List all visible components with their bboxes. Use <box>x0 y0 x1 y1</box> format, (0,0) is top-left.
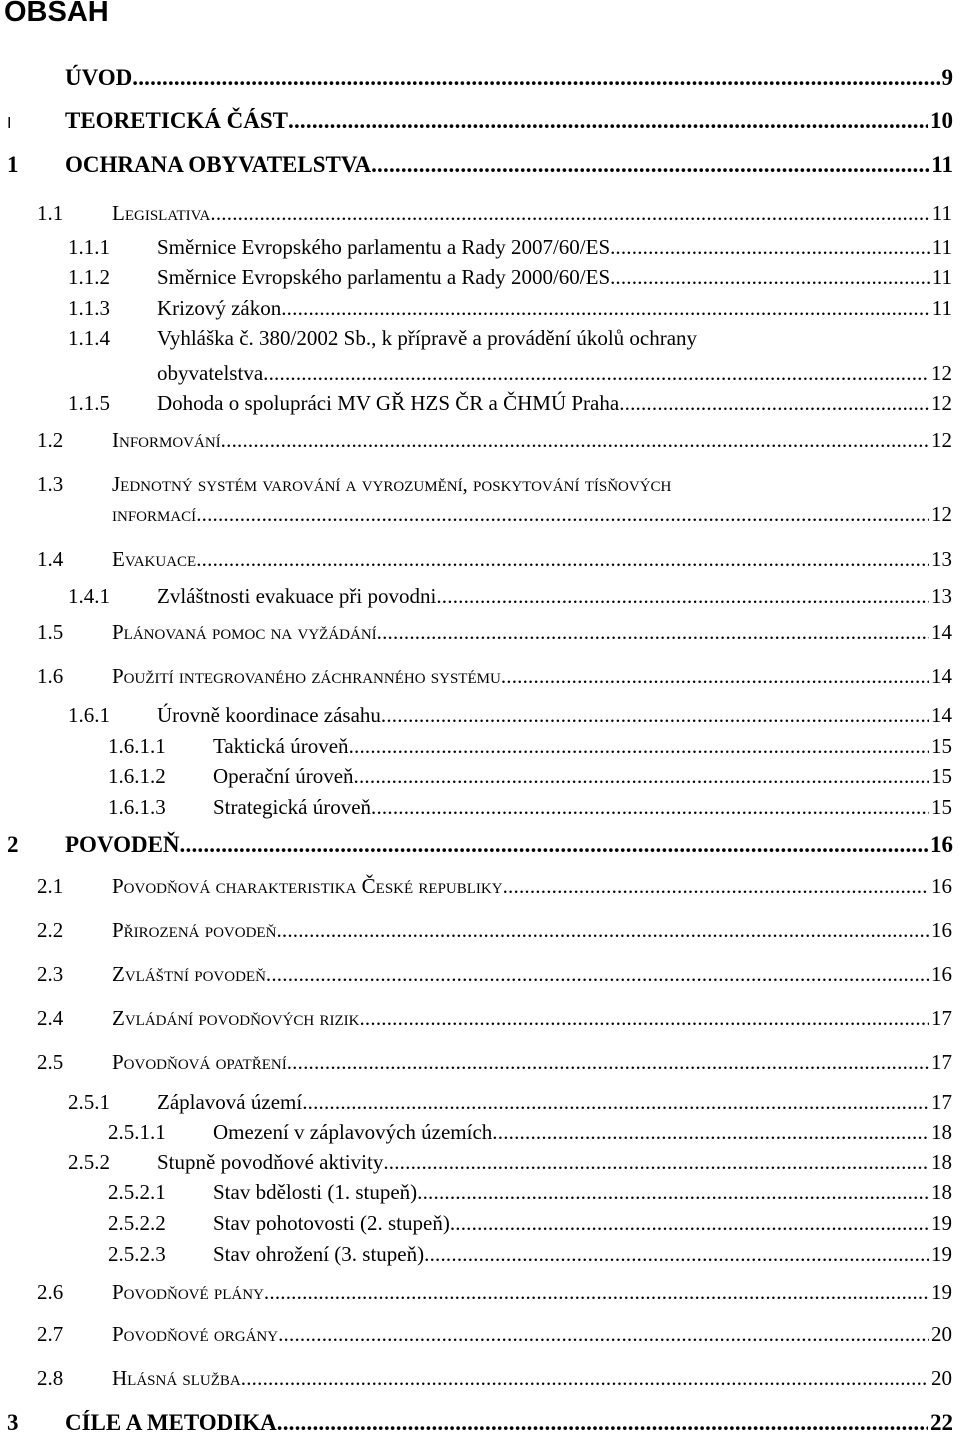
toc-entry-page-number: 15 <box>931 734 952 758</box>
toc-entry[interactable] <box>0 472 960 502</box>
toc-dot-leader <box>132 65 939 91</box>
toc-entry-title: Stupně povodňové aktivity <box>157 1150 384 1174</box>
toc-entry-title: Stav pohotovosti (2. stupeň) <box>213 1211 450 1235</box>
toc-entry-page-number: 11 <box>931 152 953 177</box>
toc-entry-page-number: 13 <box>931 547 952 571</box>
toc-dot-leader <box>619 391 929 416</box>
toc-entry[interactable] <box>0 108 960 138</box>
toc-entry-number: 2.5.2.2 <box>108 1211 166 1235</box>
toc-entry-page-number: 19 <box>931 1211 952 1235</box>
toc-entry[interactable] <box>0 874 960 904</box>
toc-entry-number: 2.5.1.1 <box>108 1120 166 1144</box>
toc-entry-title: TEORETICKÁ ČÁST <box>65 108 289 133</box>
toc-entry-page-number: 18 <box>931 1180 952 1204</box>
toc-entry-number: 1.2 <box>37 428 64 452</box>
toc-dot-leader <box>381 703 929 728</box>
toc-entry-title: Dohoda o spolupráci MV GŘ HZS ČR a ČHMÚ Praha <box>157 391 620 415</box>
toc-entry[interactable] <box>0 152 960 182</box>
toc-entry-number: 2.5.2.1 <box>108 1180 166 1204</box>
toc-entry-number: 1.4 <box>37 547 64 571</box>
toc-entry-page-number: 12 <box>931 391 952 415</box>
toc-entry-number: 2.5.1 <box>68 1090 110 1114</box>
toc-entry[interactable] <box>0 734 960 764</box>
toc-entry-title: Vyhláška č. 380/2002 Sb., k přípravě a provádění úkolů ochrany <box>157 326 698 350</box>
toc-entry-title: Stav bdělosti (1. stupeň) <box>213 1180 418 1204</box>
toc-entry[interactable] <box>0 620 960 650</box>
toc-entry[interactable] <box>0 832 960 862</box>
toc-dot-leader <box>383 1150 929 1175</box>
toc-entry-number: 1.1.5 <box>68 391 110 415</box>
toc-dot-leader <box>492 1120 929 1145</box>
toc-dot-leader <box>354 764 929 789</box>
toc-entry-title: Jednotný systém varování a vyrozumění, poskytování tísňových <box>112 472 672 496</box>
toc-entry[interactable] <box>0 326 960 356</box>
toc-heading: OBSAH <box>4 0 109 28</box>
toc-dot-leader <box>266 962 929 987</box>
toc-entry-page-number: 15 <box>931 795 952 819</box>
toc-entry-page-number: 11 <box>931 201 952 225</box>
toc-entry-page-number: 14 <box>931 620 952 644</box>
toc-entry-number: 1.5 <box>37 620 64 644</box>
toc-dot-leader <box>276 918 929 943</box>
toc-entry-number: 1.6 <box>37 664 64 688</box>
toc-entry-title: Hlásná služba <box>112 1366 241 1390</box>
toc-entry[interactable] <box>0 296 960 326</box>
toc-dot-leader <box>349 734 929 759</box>
toc-entry[interactable] <box>0 1090 960 1120</box>
toc-entry-page-number: 14 <box>931 664 952 688</box>
toc-entry-page-number: 19 <box>931 1242 952 1266</box>
toc-entry-title: Informování <box>112 428 221 452</box>
toc-dot-leader <box>417 1180 929 1205</box>
toc-entry[interactable] <box>0 1366 960 1396</box>
toc-dot-leader <box>221 428 929 453</box>
toc-entry-number: 2.1 <box>37 874 64 898</box>
toc-entry-number: 2.5 <box>37 1050 64 1074</box>
toc-entry-page-number: 22 <box>930 1410 953 1435</box>
toc-entry-page-number: 11 <box>931 235 952 259</box>
toc-entry-title: CÍLE A METODIKA <box>65 1410 277 1435</box>
toc-entry-number: 1.3 <box>37 472 64 496</box>
toc-entry[interactable] <box>0 1006 960 1036</box>
toc-entry-title: Směrnice Evropského parlamentu a Rady 2000/60/ES. <box>157 265 616 289</box>
toc-dot-leader <box>241 1366 929 1391</box>
toc-entry[interactable] <box>0 547 960 577</box>
toc-dot-leader <box>288 108 928 134</box>
toc-entry[interactable] <box>0 428 960 458</box>
toc-entry-page-number: 9 <box>941 65 953 90</box>
toc-entry-title: Taktická úroveň <box>213 734 349 758</box>
toc-dot-leader <box>302 1090 929 1115</box>
toc-entry[interactable] <box>0 664 960 694</box>
toc-dot-leader <box>501 664 929 689</box>
toc-entry[interactable] <box>0 391 960 421</box>
toc-entry-title: Zvláštnosti evakuace při povodni <box>157 584 437 608</box>
toc-entry-number: 2 <box>7 832 19 857</box>
toc-dot-leader <box>615 265 929 290</box>
toc-entry-number: 2.4 <box>37 1006 64 1030</box>
toc-dot-leader <box>371 795 929 820</box>
toc-entry-page-number: 15 <box>931 764 952 788</box>
toc-dot-leader <box>210 201 929 226</box>
toc-entry-number: 1.1.4 <box>68 326 110 350</box>
toc-entry-page-number: 18 <box>931 1150 952 1174</box>
toc-dot-leader <box>424 1242 929 1267</box>
toc-entry[interactable] <box>0 1242 960 1272</box>
toc-entry-title: Plánovaná pomoc na vyžádání <box>112 620 377 644</box>
toc-entry-title: POVODEŇ <box>65 832 180 857</box>
toc-entry-page-number: 16 <box>931 918 952 942</box>
toc-dot-leader <box>287 1050 929 1075</box>
toc-entry-title: Povodňové plány <box>112 1280 264 1304</box>
toc-entry-number: 2.8 <box>37 1366 64 1390</box>
toc-entry-number: 1.1.3 <box>68 296 110 320</box>
toc-entry-page-number: 20 <box>931 1366 952 1390</box>
toc-entry-title: Operační úroveň <box>213 764 354 788</box>
toc-dot-leader <box>281 296 930 321</box>
toc-entry[interactable] <box>0 235 960 265</box>
toc-entry-number: 1.1.2 <box>68 265 110 289</box>
toc-entry[interactable] <box>0 703 960 733</box>
toc-entry-number: 1.1 <box>37 201 64 225</box>
toc-entry-title: Povodňová opatření <box>112 1050 287 1074</box>
toc-entry-page-number: 16 <box>930 832 953 857</box>
toc-entry-title: obyvatelstva <box>157 361 264 385</box>
toc-dot-leader <box>503 874 929 899</box>
toc-entry-title: Evakuace <box>112 547 197 571</box>
toc-entry[interactable] <box>0 962 960 992</box>
toc-entry-number: 1.6.1 <box>68 703 110 727</box>
toc-entry-page-number: 12 <box>931 361 952 385</box>
toc-entry-number: 2.5.2 <box>68 1150 110 1174</box>
toc-entry[interactable] <box>0 65 960 95</box>
toc-entry-page-number: 11 <box>931 265 952 289</box>
toc-entry-page-number: 11 <box>931 296 952 320</box>
toc-entry[interactable] <box>0 201 960 231</box>
toc-entry[interactable] <box>0 1150 960 1180</box>
toc-entry-number: 2.5.2.3 <box>108 1242 166 1266</box>
toc-dot-leader <box>450 1211 929 1236</box>
toc-dot-leader <box>615 235 929 260</box>
toc-entry-title: Strategická úroveň <box>213 795 372 819</box>
toc-entry-title: Směrnice Evropského parlamentu a Rady 2007/60/ES. <box>157 235 616 259</box>
toc-entry-page-number: 13 <box>931 584 952 608</box>
toc-entry-number: 3 <box>7 1410 19 1435</box>
toc-entry[interactable] <box>0 361 960 391</box>
toc-entry-number: 1 <box>7 152 19 177</box>
toc-dot-leader <box>377 620 929 645</box>
toc-entry-title: Zvládání povodňových rizik <box>112 1006 360 1030</box>
toc-entry[interactable] <box>0 1180 960 1210</box>
toc-entry-number: 1.4.1 <box>68 584 110 608</box>
toc-entry-number: 2.7 <box>37 1322 64 1346</box>
toc-entry-title: Použití integrovaného záchranného systému <box>112 664 501 688</box>
toc-entry[interactable] <box>0 584 960 614</box>
toc-entry-page-number: 17 <box>931 1050 952 1074</box>
toc-entry[interactable] <box>0 1211 960 1241</box>
toc-entry[interactable] <box>0 502 960 532</box>
toc-entry[interactable] <box>0 795 960 825</box>
toc-entry-page-number: 17 <box>931 1090 952 1114</box>
toc-entry-number: 1.6.1.2 <box>108 764 166 788</box>
toc-dot-leader <box>359 1006 929 1031</box>
toc-entry-page-number: 19 <box>931 1280 952 1304</box>
toc-dot-leader <box>277 1410 928 1436</box>
toc-dot-leader <box>196 502 929 527</box>
toc-entry-title: Stav ohrožení (3. stupeň) <box>213 1242 425 1266</box>
toc-entry[interactable] <box>0 918 960 948</box>
toc-dot-leader <box>436 584 929 609</box>
toc-entry[interactable] <box>0 1322 960 1352</box>
toc-entry-number: 1.6.1.1 <box>108 734 166 758</box>
toc-entry-page-number: 18 <box>931 1120 952 1144</box>
toc-entry-title: Krizový zákon <box>157 296 282 320</box>
toc-entry-page-number: 10 <box>930 108 953 133</box>
toc-entry-number: 1.6.1.3 <box>108 795 166 819</box>
toc-entry-title: OCHRANA OBYVATELSTVA <box>65 152 372 177</box>
toc-entry[interactable] <box>0 1280 960 1310</box>
toc-dot-leader <box>263 361 929 386</box>
toc-entry-number: 1.1.1 <box>68 235 110 259</box>
toc-entry-number: 2.3 <box>37 962 64 986</box>
toc-entry-title: ÚVOD <box>65 65 133 90</box>
toc-entry-title: Úrovně koordinace zásahu <box>157 703 381 727</box>
toc-entry-title: Záplavová území <box>157 1090 303 1114</box>
toc-entry-page-number: 12 <box>931 428 952 452</box>
toc-entry-page-number: 17 <box>931 1006 952 1030</box>
toc-entry-title: Legislativa <box>112 201 211 225</box>
toc-dot-leader <box>264 1280 929 1305</box>
toc-entry-title: Přirozená povodeň <box>112 918 277 942</box>
toc-entry[interactable] <box>0 265 960 295</box>
toc-entry-title: informací <box>112 502 197 526</box>
toc-entry-title: Omezení v záplavových územích <box>213 1120 493 1144</box>
toc-entry-title: Zvláštní povodeň <box>112 962 266 986</box>
toc-entry[interactable] <box>0 764 960 794</box>
toc-entry-page-number: 16 <box>931 874 952 898</box>
toc-entry-page-number: 20 <box>931 1322 952 1346</box>
toc-dot-leader <box>371 152 929 178</box>
toc-entry-page-number: 14 <box>931 703 952 727</box>
toc-dot-leader <box>180 832 928 858</box>
toc-entry-title: Povodňové orgány <box>112 1322 279 1346</box>
toc-entry-page-number: 12 <box>931 502 952 526</box>
toc-entry-page-number: 16 <box>931 962 952 986</box>
toc-entry-number: 2.2 <box>37 918 64 942</box>
toc-entry[interactable] <box>0 1120 960 1150</box>
toc-dot-leader <box>278 1322 929 1347</box>
toc-entry[interactable] <box>0 1050 960 1080</box>
toc-entry-title: Povodňová charakteristika České republiky <box>112 874 503 898</box>
toc-entry-number: I <box>7 115 12 132</box>
toc-entry-number: 2.6 <box>37 1280 64 1304</box>
toc-dot-leader <box>196 547 929 572</box>
